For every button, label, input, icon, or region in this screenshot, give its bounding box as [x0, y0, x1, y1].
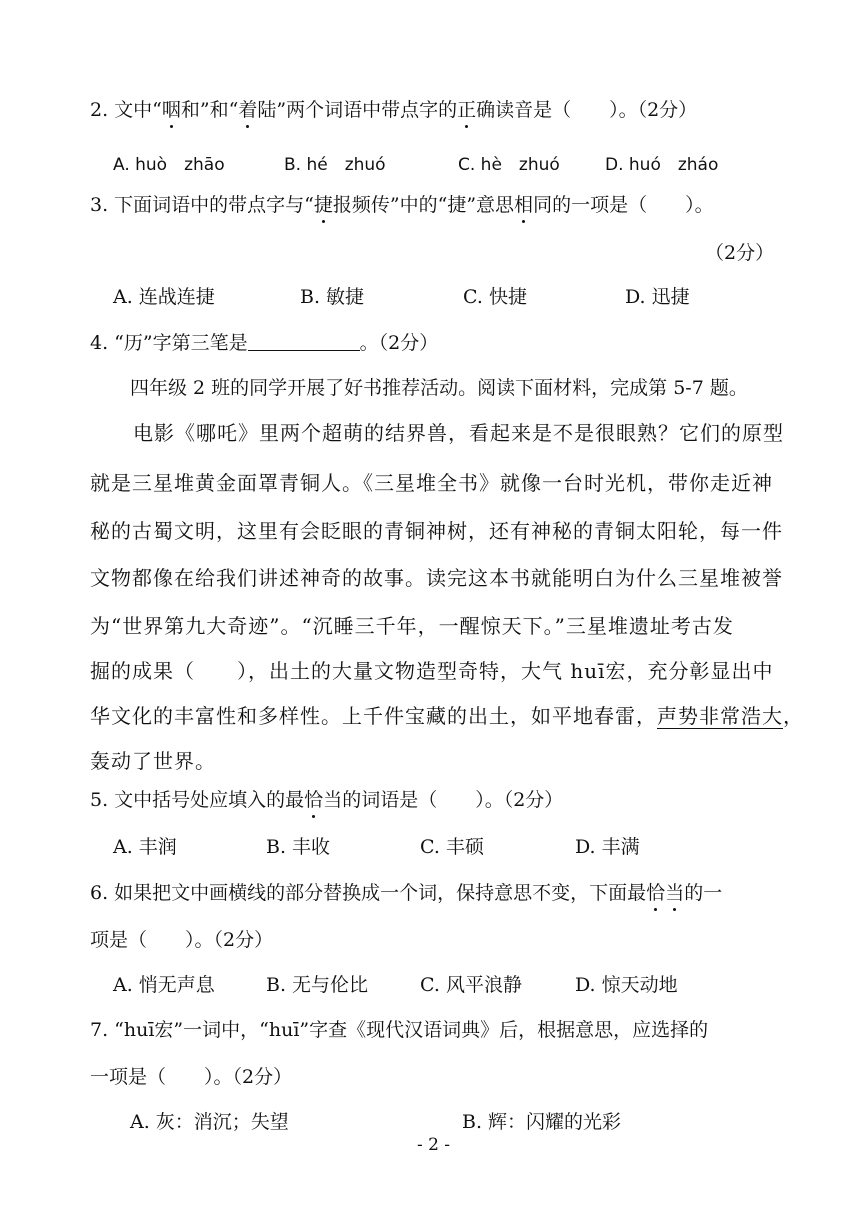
q3-option-c: C. 快捷: [463, 286, 527, 308]
question-7: 7. “huī宏”一词中，“huī”字查《现代汉语词典》后，根据意思，应选择的: [90, 1019, 709, 1041]
question-6-line-2: 项是（ ）。（2分）: [90, 929, 274, 951]
q5-option-d: D. 丰满: [575, 836, 640, 858]
dotted-char: 恰: [646, 878, 665, 905]
dotted-char: 恰: [304, 785, 323, 812]
q5-option-c: C. 丰硕: [420, 836, 484, 858]
dotted-char: 着: [238, 95, 257, 122]
q6-option-b: B. 无与伦比: [266, 974, 369, 996]
dotted-char: 咽: [162, 95, 181, 122]
q3-option-a: A. 连战连捷: [113, 286, 215, 308]
q6-option-c: C. 风平浪静: [420, 974, 522, 996]
question-5: 5. 文中括号处应填入的最恰当的词语是（ ）。（2分）: [90, 785, 807, 812]
question-6: 6. 如果把文中画横线的部分替换成一个词，保持意思不变，下面最恰当的一: [90, 878, 807, 905]
q6-option-a: A. 悄无声息: [113, 974, 215, 996]
q2-option-d: D. huó zháo: [605, 155, 719, 175]
q3-score: （2分）: [705, 242, 775, 264]
passage-line-5: 为“世界第九大奇迹”。“沉睡三千年，一醒惊天下。”三星堆遗址考古发: [90, 614, 734, 638]
passage-line-7: 华文化的丰富性和多样性。上千件宝藏的出土，如平地春雷，声势非常浩大，: [90, 704, 804, 728]
q7-option-a: A. 灰：消沉；失望: [130, 1111, 289, 1133]
q3-option-b: B. 敏捷: [300, 286, 365, 308]
question-3: 3. 下面词语中的带点字与“捷报频传”中的“捷”意思相同的一项是（ ）。: [90, 190, 807, 217]
passage-line-8: 轰动了世界。: [90, 749, 216, 773]
dotted-char: 捷: [314, 190, 333, 217]
q5-option-b: B. 丰收: [266, 836, 331, 858]
reading-intro: 四年级 2 班的同学开展了好书推荐活动。阅读下面材料，完成第 5-7 题。: [130, 377, 748, 399]
dotted-char: 相: [514, 190, 533, 217]
page-number: - 2 -: [416, 1135, 451, 1155]
q3-option-d: D. 迅捷: [625, 286, 690, 308]
question-7-line-2: 一项是（ ）。（2分）: [90, 1066, 293, 1088]
dotted-char: 当: [665, 878, 684, 905]
passage-line-4: 文物都像在给我们讲述神奇的故事。读完这本书就能明白为什么三星堆被誉: [90, 566, 783, 590]
q2-option-b: B. hé zhuó: [284, 155, 386, 175]
q2-option-a: A. huò zhāo: [113, 155, 225, 175]
passage-line-2: 就是三星堆黄金面罩青铜人。《三星堆全书》就像一台时光机，带你走近神: [90, 471, 773, 495]
q7-option-b: B. 辉：闪耀的光彩: [462, 1111, 622, 1133]
q5-option-a: A. 丰润: [113, 836, 177, 858]
dotted-char: 正: [457, 95, 476, 122]
q2-option-c: C. hè zhuó: [458, 155, 560, 175]
question-4: 4. “历”字第三笔是 。（2分）: [90, 332, 439, 354]
q6-option-d: D. 惊天动地: [575, 974, 678, 996]
question-2: 2. 文中“咽和”和“着陆”两个词语中带点字的正确读音是（ ）。（2分）: [90, 95, 807, 122]
underlined-phrase: 声势非常浩大: [657, 704, 783, 728]
answer-blank[interactable]: [248, 332, 360, 351]
passage-line-1: 电影《哪吒》里两个超萌的结界兽，看起来是不是很眼熟？它们的原型: [133, 421, 784, 445]
passage-line-6: 掘的成果（ ），出土的大量文物造型奇特，大气 huī宏，充分彰显出中: [90, 659, 774, 683]
passage-line-3: 秘的古蜀文明，这里有会眨眼的青铜神树，还有神秘的青铜太阳轮，每一件: [90, 519, 783, 543]
